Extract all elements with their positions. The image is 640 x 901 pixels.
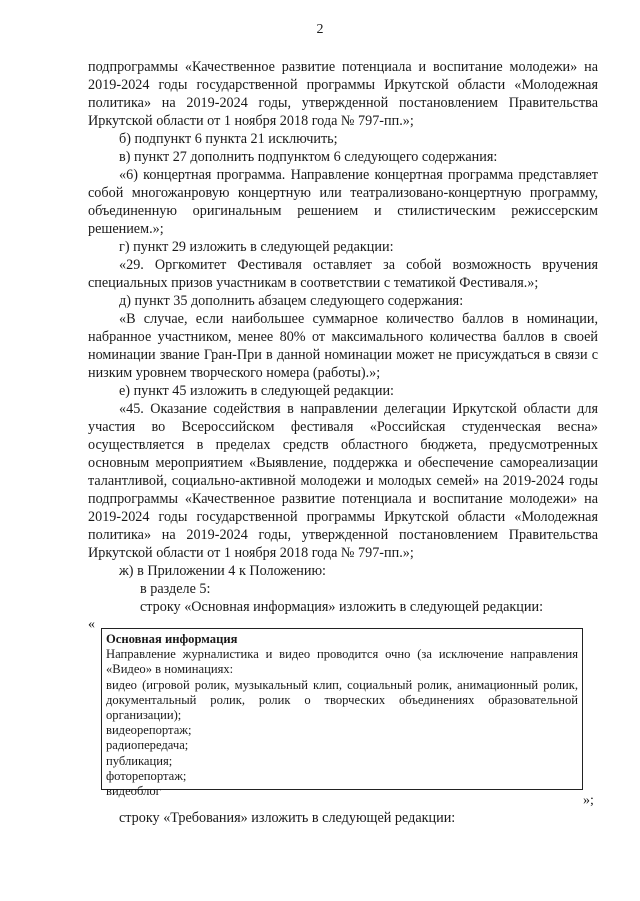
paragraph: «45. Оказание содействия в направлении делегации Иркутской области для участия во Всероссийском фестиваля «Российская студенческая весна» осуществляется в пределах средств областного бюджета, предусмотренных основным мероприятием «Выявление, поддержка и обеспечение самореализации талантливой, социально-активной молодежи и молодых семей» на 2019-2024 годы подпрограммы «Качественное развитие потенциала и воспитание молодежи» на 2019-2024 годы государственной программы Иркутской области «Молодежная политика» на 2019-2024 годы, утвержденной постановлением Правительства Иркутской области от 1 ноября 2018 года № 797-пп.»; xyxy=(88,401,598,561)
box-line: Направление журналистика и видео проводится очно (за исключение направления «Видео» в номинациях: xyxy=(106,647,578,677)
info-table-box xyxy=(101,628,583,799)
paragraph: б) подпункт 6 пункта 21 исключить; xyxy=(119,131,338,147)
paragraph: подпрограммы «Качественное развитие потенциала и воспитание молодежи» на 2019-2024 годы государственной программы Иркутской области «Молодежная политика» на 2019-2024 годы, утвержденной постановлением Правительства Иркутской области от 1 ноября 2018 года № 797-пп.»; xyxy=(88,59,598,129)
paragraph: «В случае, если наибольшее суммарное количество баллов в номинации, набранное участником, менее 80% от максимального количества баллов в своей номинации звание Гран-При в данной номинации может не присуждаться в связи с низким уровнем творческого номера (работы).»; xyxy=(88,311,598,381)
box-title: Основная информация xyxy=(106,632,238,646)
box-line: радиопередача; xyxy=(106,738,189,753)
paragraph: «6) концертная программа. Направление концертная программа представляет собой многожанровую концертную или театрализовано-концертную программу, объединенную оригинальным решением и стилистическим режиссерским решением.»; xyxy=(88,167,598,237)
paragraph: в) пункт 27 дополнить подпунктом 6 следующего содержания: xyxy=(119,149,498,165)
opening-quote: « xyxy=(88,617,95,632)
closing-quote: »; xyxy=(583,793,594,808)
box-line: публикация; xyxy=(106,753,173,768)
paragraph: строку «Основная информация» изложить в следующей редакции: xyxy=(140,599,544,615)
paragraph: ж) в Приложении 4 к Положению: xyxy=(119,563,326,579)
page-number: 2 xyxy=(316,22,324,37)
box-line: видеоблог xyxy=(106,784,161,799)
paragraph: г) пункт 29 изложить в следующей редакции: xyxy=(119,239,394,255)
paragraph-last: строку «Требования» изложить в следующей редакции: xyxy=(119,810,456,826)
document-body xyxy=(88,58,598,616)
paragraph: «29. Оргкомитет Фестиваля оставляет за собой возможность вручения специальных призов участникам в соответствии с тематикой Фестиваля.»; xyxy=(88,257,598,291)
paragraph: е) пункт 45 изложить в следующей редакции: xyxy=(119,383,394,399)
box-line: фоторепортаж; xyxy=(106,768,187,783)
paragraph: д) пункт 35 дополнить абзацем следующего содержания: xyxy=(119,293,464,309)
box-line: видео (игровой ролик, музыкальный клип, социальный ролик, анимационный ролик, документальный ролик, ролик о творческих объединениях образовательной организации); xyxy=(106,677,578,723)
box-line: видеорепортаж; xyxy=(106,723,192,738)
paragraph: в разделе 5: xyxy=(140,581,211,597)
